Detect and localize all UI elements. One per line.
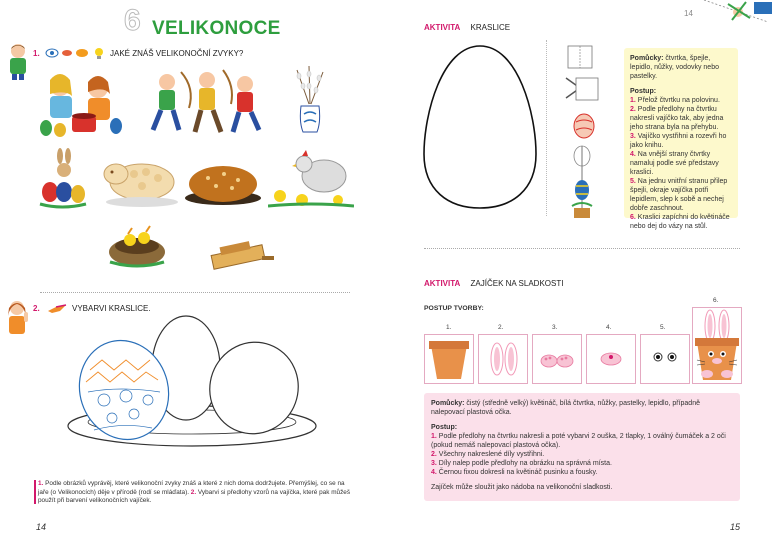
wooden-rattle-image: [206, 236, 276, 272]
left-page: [0, 0, 388, 545]
activity1-title: KRASLICE: [470, 23, 511, 32]
eggs-plate-coloring: [64, 296, 320, 452]
activity2-label: AKTIVITA: [424, 279, 461, 288]
step-number: 5.: [630, 178, 636, 185]
task1-number: 1.: [33, 49, 40, 58]
step-text: Na jednu vnitřní stranu přilep špejli, okraje vajíčka potři lepidlem, slep k sobě a nechej dobře zaschnout.: [630, 178, 728, 212]
step-box-6-bunny: [692, 307, 742, 384]
activity2-step-1: [431, 432, 733, 450]
task1-heading: JAKÉ ZNÁŠ VELIKONOČNÍ ZVYKY?: [110, 49, 244, 58]
footnote-marker-2: 2.: [190, 488, 197, 496]
step-text: Černou fixou dokresli na květináč pusinku a fousky.: [438, 469, 598, 476]
chapter-number: 6: [124, 4, 141, 37]
divider-left: [40, 292, 350, 293]
activity1-step-2: [630, 105, 732, 132]
boy-avatar-icon: [6, 42, 30, 80]
step-label-3: 3.: [552, 324, 558, 331]
step-label-2: 2.: [498, 324, 504, 331]
left-page-number: 14: [36, 522, 47, 532]
egg-template-outline: [422, 44, 538, 210]
step-number: 4.: [431, 469, 437, 476]
page-title: VELIKONOCE: [152, 18, 281, 39]
activity1-instructions-box: [624, 48, 738, 230]
step-box-1: [424, 334, 474, 384]
activity2-tools-text: čistý (středně velký) květináč, bílá čtvrtka, nůžky, pastelky, lepidlo, případně nalepovací plastová očka.: [431, 400, 700, 416]
activity2-instructions-box: [424, 393, 740, 501]
bunny-eggs-image: [36, 148, 88, 210]
hen-chicks-image: [268, 146, 354, 210]
step-label-6: 6.: [713, 297, 719, 304]
step-text: Vajíčko vystřihni a rozevři ho jako knihu.: [630, 133, 727, 149]
activity1-label: AKTIVITA: [424, 23, 461, 32]
activity2-step-2: [431, 450, 733, 459]
task2-heading: VYBARVI KRASLICE.: [72, 304, 151, 313]
step-box-5: [640, 334, 690, 384]
corner-page-number: 14: [684, 9, 693, 18]
step-number: 3.: [431, 460, 437, 467]
activity1-tools-label: Pomůcky:: [630, 55, 664, 62]
step-text: Kraslici zapíchni do květináče nebo dej do vázy na stůl.: [630, 214, 730, 230]
step-number: 4.: [630, 151, 636, 158]
footnote-text-1: Podle obrázků vyprávěj, které velikonoční zvyky znáš a které z nich doma dodržujete. Přemýšlej, co se na jaře (o Velikonocích) děje v přírodě (rodí se mláďata).: [38, 480, 345, 496]
activity1-step-1: [630, 96, 732, 105]
activity2-tools: [431, 399, 733, 417]
willow-vase-image: [289, 66, 331, 136]
activity2-step-4: [431, 468, 733, 477]
activity1-tools: [630, 54, 732, 81]
divider-right: [424, 248, 740, 249]
task1-icons: [45, 46, 107, 60]
procedure-label: POSTUP TVORBY:: [424, 305, 484, 312]
activity1-step-5: [630, 177, 732, 213]
activity2-step-3: [431, 459, 733, 468]
task2-number: 2.: [33, 304, 40, 313]
activity2-steps-label: Postup:: [431, 424, 458, 431]
activity1-step-6: [630, 213, 732, 231]
step-label-1: 1.: [446, 324, 452, 331]
step-label-4: 4.: [606, 324, 612, 331]
footnote-bar: [34, 480, 36, 504]
step-label-5: 5.: [660, 324, 666, 331]
activity1-step-3: [630, 132, 732, 150]
step-number: 1.: [630, 97, 636, 104]
step-box-4: [586, 334, 636, 384]
activity1-step-4: [630, 150, 732, 177]
activity2-header: [424, 279, 563, 288]
step-box-3: [532, 334, 582, 384]
step-number: 1.: [431, 433, 437, 440]
boys-with-whips-image: [145, 68, 270, 138]
activity1-steps-label: Postup:: [630, 88, 657, 95]
step-text: Díly nalep podle předlohy na obrázku na správná místa.: [438, 460, 612, 467]
activity2-closing: Zajíček může sloužit jako nádoba na velikonoční sladkosti.: [431, 484, 613, 491]
activity2-tools-label: Pomůcky:: [431, 400, 465, 407]
footnote-marker-1: 1.: [38, 480, 44, 487]
footnote-text: [38, 480, 354, 506]
corner-illustration: [698, 0, 777, 26]
activity1-step-images: [562, 44, 602, 220]
step-number: 2.: [431, 451, 437, 458]
step-number: 2.: [630, 106, 636, 113]
step-text: Všechny nakreslené díly vystřihni.: [438, 451, 545, 458]
activity1-steps-divider: [546, 40, 547, 216]
sweet-bread-image: [184, 160, 262, 206]
step-text: Podle předlohy na čtvrtku nakresli vajíčko tak, aby jedna jeho strana byla na přehybu.: [630, 106, 724, 131]
step-text: Přelož čtvrtku na polovinu.: [637, 97, 720, 104]
step-text: Na vnější strany čtvrtky namaluj podle své představy kraslici.: [630, 151, 719, 176]
step-box-2: [478, 334, 528, 384]
girls-painting-eggs-image: [36, 66, 128, 138]
activity1-tools-text: čtvrtka, špejle, lepidlo, nůžky, vodovky nebo pastelky.: [630, 55, 719, 80]
girl-avatar-icon: [4, 298, 30, 338]
step-text: Podle předlohy na čtvrtku nakresli a poté vybarvi 2 ouška, 2 tlapky, 1 oválný čumáček a 2 oči (pokud nemáš nalepovací plastová očka).: [431, 433, 726, 449]
easter-lamb-cake-image: [98, 152, 178, 208]
right-page: [388, 0, 777, 545]
footnote-text-2: Vybarvi si předlohy vzorů na vajíčka, které pak můžeš použít při barvení velikonočních vajíček.: [38, 488, 351, 505]
step-number: 3.: [630, 133, 636, 140]
bird-nest-image: [106, 222, 168, 270]
activity2-title: ZAJÍČEK NA SLADKOSTI: [470, 279, 564, 288]
right-page-number: 15: [730, 522, 741, 532]
activity1-header: [424, 23, 510, 32]
step-number: 6.: [630, 214, 636, 221]
